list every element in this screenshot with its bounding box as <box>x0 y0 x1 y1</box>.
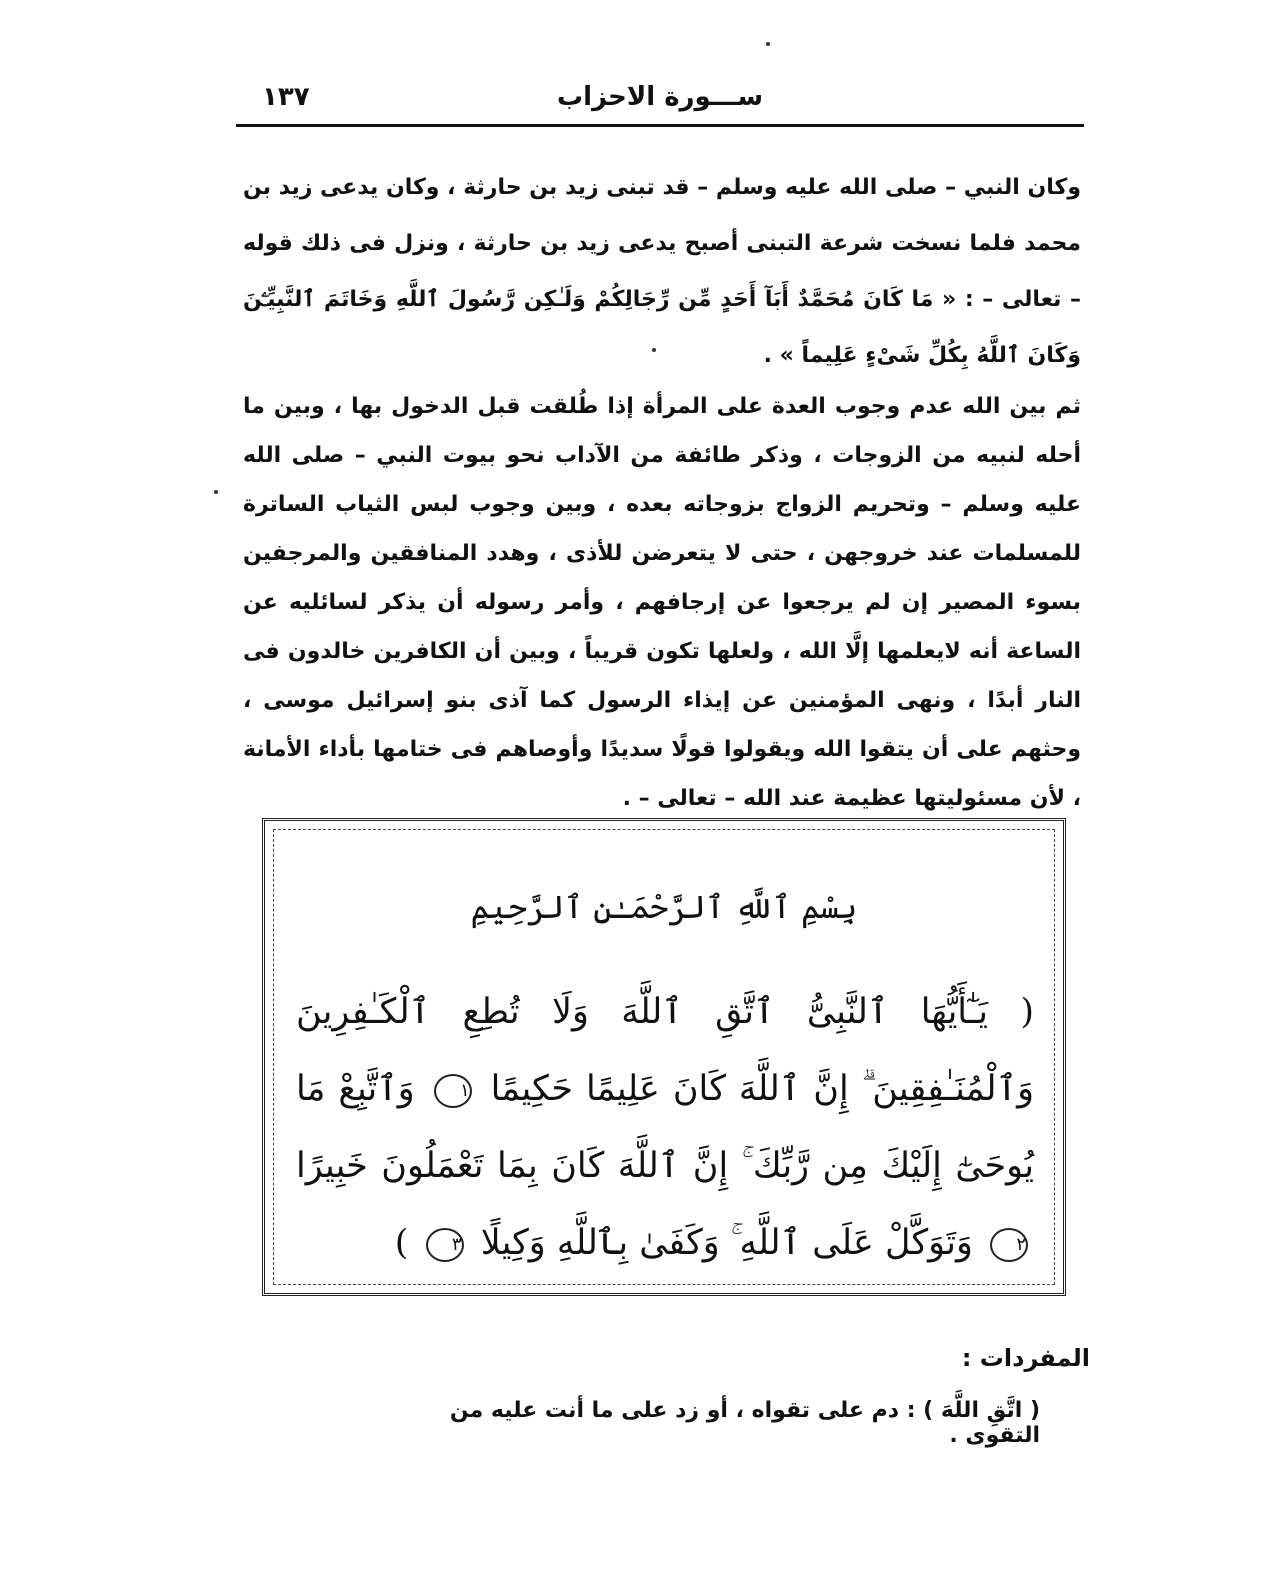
quran-verses <box>296 974 1034 1282</box>
intro-paragraph: وكان النبي – صلى الله عليه وسلم – قد تبنى زيد بن حارثة ، وكان يدعى زيد بن محمد فلما نسخت شرعة التبنى أصبح يدعى زيد بن حارثة ، ونزل فى ذلك قوله – تعالى – : « مَا كَانَ مُحَمَّدٌ أَبَآ أَحَدٍ مِّن رِّجَالِكُمْ وَلَـٰكِن رَّسُولَ ٱللَّهِ وَخَاتَمَ ٱلنَّبِيِّـۧنَ وَكَانَ ٱللَّهُ بِكُلِّ شَىْءٍ عَلِيماً » . <box>243 175 1081 368</box>
verses-closing-bracket: ) <box>394 1223 409 1263</box>
page-number: ١٣٧ <box>262 82 310 112</box>
basmala: بِسْمِ ٱللَّهِ ٱلرَّحْمَـٰنِ ٱلرَّحِيمِ <box>470 888 858 926</box>
verse-1: ( يَـٰٓأَيُّهَا ٱلنَّبِىُّ ٱتَّقِ ٱللَّهَ وَلَا تُطِعِ ٱلْكَـٰفِرِينَ وَٱلْمُنَـٰفِقِينَ ۗ إِنَّ ٱللَّهَ كَانَ عَلِيمًا حَكِيمًا <box>296 992 1034 1109</box>
verse-number-3: ٣ <box>426 1228 464 1262</box>
header-rule <box>236 124 1084 127</box>
scan-speck <box>652 348 656 352</box>
verse-2: وَٱتَّبِعْ مَا يُوحَىٰٓ إِلَيْكَ مِن رَّبِّكَ ۚ إِنَّ ٱللَّهَ كَانَ بِمَا تَعْمَلُونَ خَبِيرًا <box>296 1069 1034 1186</box>
vocabulary-item: ( اتَّقِ اللَّهَ ) : دم على تقواه ، أو زد على ما أنت عليه من التقوى . <box>449 1398 1040 1448</box>
surah-title: ســـورة الاحزاب <box>556 82 764 112</box>
page-header <box>236 82 1084 122</box>
summary-paragraph: ثم بين الله عدم وجوب العدة على المرأة إذا طُلقت قبل الدخول بها ، وبين ما أحله لنبيه من الزوجات ، وذكر طائفة من الآداب نحو بيوت النبي – صلى الله عليه وسلم – وتحريم الزواج بزوجاته بعده ، وبين وجوب لبس الثياب الساترة للمسلمات عند خروجهن ، حتى لا يتعرضن للأذى ، وهدد المنافقين والمرجفين بسوء المصير إن لم يرجعوا عن إرجافهم ، وأمر رسوله أن يذكر لسائليه عن الساعة أنه لايعلمها إلَّا الله ، ولعلها تكون قريباً ، وبين أن الكافرين خالدون فى النار أبدًا ، ونهى المؤمنين عن إيذاء الرسول كما آذى بنو إسرائيل موسى ، وحثهم على أن يتقوا الله ويقولوا قولًا سديدًا وأوصاهم فى ختامها بأداء الأمانة ، لأن مسئوليتها عظيمة عند الله – تعالى – . <box>243 394 1081 811</box>
verse-number-1: ١ <box>434 1074 472 1108</box>
scan-speck <box>766 42 770 46</box>
verse-number-2: ٢ <box>990 1228 1028 1262</box>
vocabulary-heading: المفردات : <box>961 1344 1090 1372</box>
verse-3: وَتَوَكَّلْ عَلَى ٱللَّهِ ۚ وَكَفَىٰ بِٱللَّهِ وَكِيلًا <box>480 1223 973 1263</box>
scan-speck <box>214 490 218 494</box>
